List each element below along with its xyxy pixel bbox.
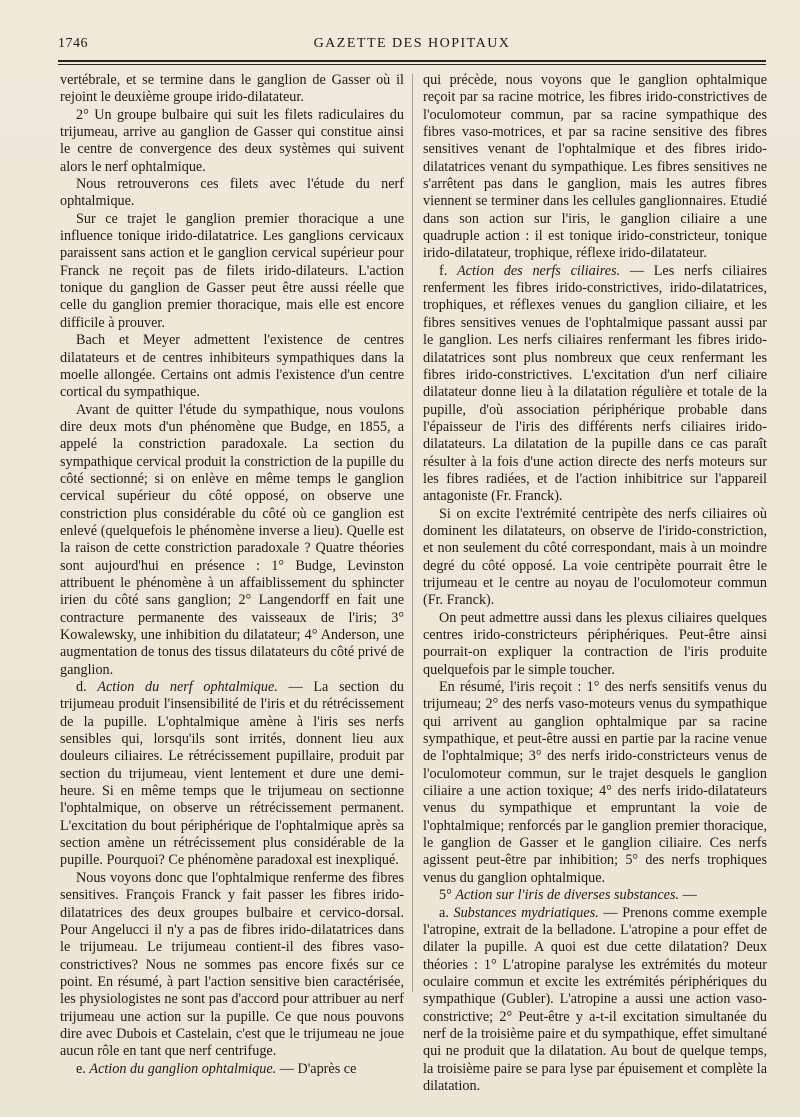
section-letter: d. [76, 679, 98, 696]
paragraph: 2° Un groupe bulbaire qui suit les filets radiculaires du trijumeau, arrive au ganglion de Gasser qui constitue ainsi le centre de convergence des deux systèmes qui suivent alors le nerf ophtalmique. [60, 106, 404, 175]
section-letter: e. [76, 1060, 90, 1077]
right-column [423, 72, 767, 1095]
section-title: Action du ganglion ophtalmique. [89, 1060, 277, 1077]
section-text: — D'après ce [276, 1060, 357, 1077]
paragraph: Nous voyons donc que l'ophtalmique renferme des fibres sensitives. François Franck y fait passer les fibres irido-dilatatrices des deux groupes bulbaire et cervico-dorsal. Pour Angelucci il n'y a pas de fibres irido-dilatatrices dans le trijumeau. Le trijumeau contient-il des fibres vaso-constrictives? Nous ne sommes pas encore fixés sur ce point. En résumé, à part l'action sensitive bien caractérisée, les physiologistes ne sont pas d'accord pour attribuer au nerf trijumeau une action sur la pupille. Ce que nous pouvons dire avec Dubois et Castelain, c'est que le trijumeau ne joue aucun rôle en tant que nerf centrifuge. [60, 869, 404, 1060]
paragraph: En résumé, l'iris reçoit : 1° des nerfs sensitifs venus du trijumeau; 2° des nerfs vaso-moteurs venus du sympathique qui arrivent au ganglion ophtalmique par sa racine sympathique, et peut-être aussi en partie par la racine venue de l'ophtalmique; 3° des nerfs irido-constricteurs venus de l'oculomoteur commun, sur le trajet desquels le ganglion ciliaire a une action toxique; 4° des nerfs irido-dilatateurs venus du sympathique et empruntant la voie de l'ophtalmique; renforcés par le ganglion premier thoracique, le ganglion de Gasser et le ganglion ciliaire. Ces nerfs agissent peut-être par inhibition; 5° des nerfs trophiques venus du ganglion ophtalmique. [423, 679, 767, 886]
column-divider [412, 74, 413, 992]
paragraph: Nous retrouverons ces filets avec l'étude du nerf ophtalmique. [60, 176, 404, 210]
paragraph: Sur ce trajet le ganglion premier thoracique a une influence tonique irido-dilatatrice. Les ganglions cervicaux paraissent sans action et le ganglion cervical supérieur pour Franck ne reçoit pas de filets irido-dilateurs. L'action tonique du ganglion de Gasser peut être aussi réelle que celle du ganglion premier thoracique, mais elle est encore difficile à prouver. [60, 210, 404, 331]
section-letter: a. [439, 904, 454, 921]
section-letter: f. [439, 262, 458, 279]
left-column [60, 72, 404, 1078]
paragraph: vertébrale, et se termine dans le ganglion de Gasser où il rejoint le deuxième groupe irido-dilatateur. [60, 72, 404, 106]
section-title: Substances mydriatiques. [453, 904, 599, 921]
section-title: Action des nerfs ciliaires. [457, 262, 621, 279]
section-paragraph [423, 263, 767, 506]
section-text: — [679, 887, 697, 904]
section-paragraph [60, 679, 404, 870]
section-title: Action sur l'iris de diverses substances. [455, 887, 680, 904]
header-rule-thick [58, 60, 766, 62]
section-text: — La section du trijumeau produit l'insensibilité de l'iris et du rétrécissement de la pupille. L'ophtalmique amène à l'iris ses nerfs sensibles qui, lorsqu'ils sont irrités, donnent lieu aux douleurs ciliaires. Le rétrécissement pupillaire, produit par section du trijumeau, vient lentement et dure une demi-heure. Si en même temps que le trijumeau on sectionne l'ophtalmique, on observe un rétrécissement permanent. L'excitation du bout périphérique de l'ophtalmique après sa section amène un rétrécissement plus considérable de la pupille. Pourquoi? Ce phénomène paradoxal est inexpliqué. [60, 679, 405, 869]
page-number: 1746 [58, 36, 88, 51]
paragraph: qui précède, nous voyons que le ganglion ophtalmique reçoit par sa racine motrice, les fibres irido-constrictives de l'oculomoteur commun, par sa racine sympathique des fibres vaso-motrices, et par sa racine sensitive des fibres sensitives venant de l'ophtalmique et des fibres irido-dilatatrices venant du sympathique. Les fibres sensitives ne s'arrêtent pas dans le ganglion, mais les autres fibres viennent se terminer dans les cellules ganglionnaires. Etudié dans son action sur l'iris, le ganglion ciliaire a une quadruple action : il est tonique irido-constricteur, tonique irido-dilatateur, trophique, réflexe irido-dilatateur. [423, 72, 767, 262]
header-rule-thin [58, 64, 766, 65]
section-paragraph [423, 905, 767, 1096]
section-text: — Les nerfs ciliaires renferment les fibres irido-constrictives, irido-dilatatrices, trophiques, et réflexes venues du ganglion ciliaire, et les fibres sensitives venues de l'ophtalmique passant aussi par le ganglion. Les nerfs ciliaires renfermant les fibres irido-dilatatrices sont plus nombreux que ceux renfermant les fibres irido-constrictives. L'excitation d'un nerf ciliaire dilatateur donne lieu à la dilatation régulière et totale de la pupille, d'où association périphérique probable dans l'épaisseur de l'iris des différents nerfs ciliaires irido-dilatateurs. La dilatation de la pupille dans ce cas paraît résulter à la fois d'une action directe des nerfs moteurs sur les fibres radiées, et de l'action inhibitrice sur l'appareil antagoniste (Fr. Franck). [423, 262, 767, 505]
paragraph: Avant de quitter l'étude du sympathique, nous voulons dire deux mots d'un phénomène que Budge, en 1855, a appelé la constriction paradoxale. La section du sympathique cervical produit la constriction de la pupille du côté sectionné; si on enlève en même temps le ganglion cervical supérieur du côté opposé, on observe une constriction plus considérable du côté où ce ganglion est enlevé (quelquefois le phénomène inverse a lieu). Quelle est la raison de cette constriction paradoxale ? Quatre théories sont aujourd'hui en présence : 1° Budge, Levinston attribuent le phénomène à un affaiblissement du sphincter irien du côté sans ganglion; 2° Langendorff en fait une contracture permanente des vaisseaux de l'iris; 3° Kowalewsky, une inhibition du dilatateur; 4° Anderson, une augmentation de tonus des tissus dilatateurs du côté privé de ganglion. [60, 401, 404, 678]
journal-title: GAZETTE DES HOPITAUX [313, 36, 511, 51]
paragraph: Bach et Meyer admettent l'existence de centres dilatateurs et de centres inhibiteurs sympathiques dans la moelle allongée. Certains ont admis l'existence d'un centre cortical du sympathique. [60, 332, 404, 401]
page-header [58, 36, 766, 60]
section-paragraph [423, 887, 767, 904]
section-number: 5° [439, 887, 456, 904]
section-title: Action du nerf ophtalmique. [97, 679, 278, 696]
paragraph: Si on excite l'extrémité centripète des nerfs ciliaires où dominent les dilatateurs, on observe de l'irido-constriction, et non seulement du côté correspondant, mais à un moindre degré du côté opposé. La voie centripète pourrait être le trijumeau et le centre au noyau de l'oculomoteur commun (Fr. Franck). [423, 505, 767, 609]
section-text: — Prenons comme exemple l'atropine, extrait de la belladone. L'atropine a pour effet de dilater la pupille. A quoi est due cette dilatation? Deux théories : 1° L'atropine paralyse les extrémités du moteur oculaire commun et excite les extrémités périphériques du sympathique (Gubler). L'atropine a aussi une action vaso-constrictive; 2° Peut-être y a-t-il excitation simultanée du nerf de la troisième paire et du sympathique, effet simultané qui ne produit que la dilatation. Au bout de quelque temps, la troisième paire se para lyse par épuisement et complète la dilatation. [423, 904, 767, 1094]
section-paragraph [60, 1061, 404, 1078]
paragraph: On peut admettre aussi dans les plexus ciliaires quelques centres irido-constricteurs périphériques. Peut-être ainsi pourrait-on expliquer la contraction de l'iris produite quelquefois par le simple toucher. [423, 609, 767, 678]
